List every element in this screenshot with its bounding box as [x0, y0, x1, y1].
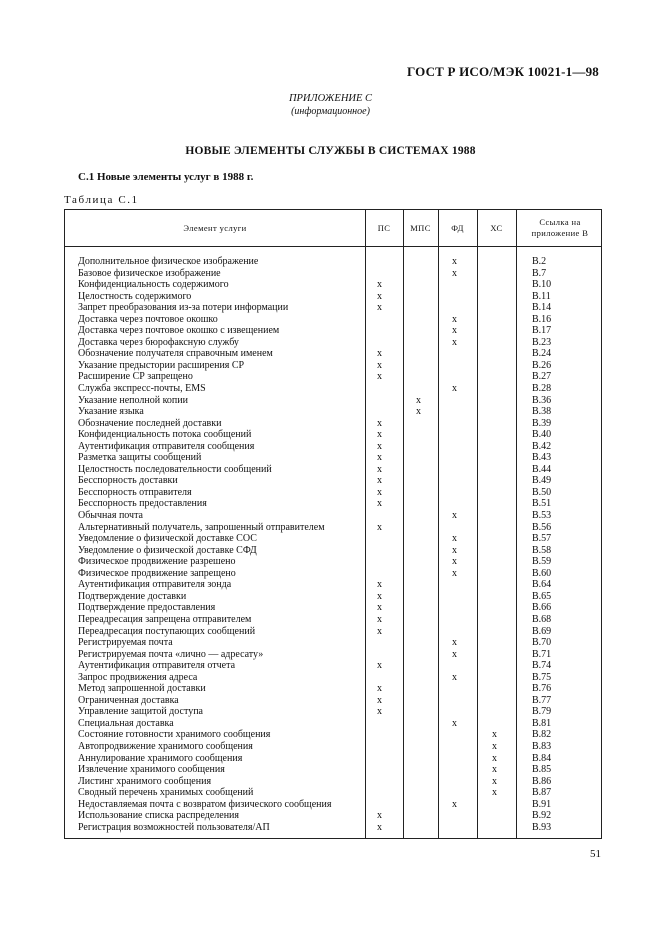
cell-xs: x: [492, 775, 497, 787]
cell-element: Конфиденциальность содержимого: [78, 279, 229, 291]
document-standard-header: ГОСТ Р ИСО/МЭК 10021-1—98: [406, 64, 599, 79]
header-divider: [65, 246, 601, 247]
header-xs: ХС: [490, 222, 503, 233]
cell-ref: B.26: [532, 359, 552, 371]
cell-fd: x: [452, 325, 457, 337]
cell-xs: x: [492, 764, 497, 776]
cell-ref: B.69: [532, 625, 552, 637]
table-row: [65, 383, 603, 395]
table-row: [65, 602, 603, 614]
cell-element: Указание предыстории расширения СР: [78, 359, 245, 371]
cell-fd: x: [452, 510, 457, 522]
header-element: Элемент услуги: [183, 222, 247, 233]
cell-element: Регистрация возможностей пользователя/АП: [78, 821, 270, 833]
cell-ps: x: [377, 810, 382, 822]
cell-element: Переадресация поступающих сообщений: [78, 625, 256, 637]
table-row: [65, 672, 603, 684]
cell-ref: B.11: [532, 290, 551, 302]
cell-element: Листинг хранимого сообщения: [78, 775, 212, 787]
table-caption: Таблица С.1: [64, 194, 139, 206]
cell-xs: x: [492, 752, 497, 764]
table-row: [65, 637, 603, 649]
cell-element: Подтверждение предоставления: [78, 602, 216, 614]
table-row: [65, 579, 603, 591]
cell-element: Извлечение хранимого сообщения: [78, 764, 225, 776]
cell-ref: B.2: [532, 256, 547, 267]
table-row: [65, 614, 603, 626]
cell-ref: B.38: [532, 406, 552, 418]
table-row: [65, 533, 603, 545]
cell-fd: x: [452, 336, 457, 348]
cell-fd: x: [452, 267, 457, 279]
cell-element: Базовое физическое изображение: [78, 267, 221, 279]
table-row: [65, 498, 603, 510]
cell-element: Дополнительное физическое изображение: [78, 256, 259, 267]
cell-ref: B.65: [532, 590, 552, 602]
cell-element: Служба экспресс-почты, EMS: [78, 383, 206, 395]
cell-element: Специальная доставка: [78, 717, 174, 729]
cell-ps: x: [377, 463, 382, 475]
cell-ps: x: [377, 521, 382, 533]
cell-ref: B.66: [532, 602, 552, 614]
cell-ps: x: [377, 290, 382, 302]
cell-element: Целостность содержимого: [78, 290, 192, 302]
cell-ref: B.87: [532, 787, 552, 799]
cell-ref: B.83: [532, 740, 552, 752]
table-row: [65, 441, 603, 453]
cell-ref: B.68: [532, 613, 552, 625]
cell-ps: x: [377, 821, 382, 833]
cell-ps: x: [377, 429, 382, 441]
cell-ref: B.84: [532, 752, 552, 764]
cell-ref: B.16: [532, 313, 552, 325]
cell-ps: x: [377, 475, 382, 487]
table-row: [65, 822, 603, 834]
cell-ref: B.53: [532, 510, 552, 522]
table-row: [65, 348, 603, 360]
cell-mps: x: [416, 394, 421, 406]
cell-element: Целостность последовательности сообщений: [78, 463, 272, 475]
cell-element: Уведомление о физической доставке СФД: [78, 544, 257, 556]
cell-ref: B.59: [532, 556, 552, 568]
cell-ref: B.60: [532, 567, 552, 579]
table-row: [65, 729, 603, 741]
cell-xs: x: [492, 729, 497, 741]
cell-ref: B.51: [532, 498, 552, 510]
cell-fd: x: [452, 798, 457, 810]
table-row: [65, 660, 603, 672]
cell-ref: B.39: [532, 417, 552, 429]
table-row: [65, 337, 603, 349]
cell-ref: B.27: [532, 371, 552, 383]
cell-element: Уведомление о физической доставке СОС: [78, 533, 257, 545]
table-row: [65, 371, 603, 383]
cell-element: Недоставляемая почта с возвратом физического сообщения: [78, 798, 332, 810]
table-row: [65, 464, 603, 476]
cell-ps: x: [377, 590, 382, 602]
cell-ref: B.14: [532, 302, 552, 314]
cell-ref: B.42: [532, 440, 552, 452]
table-row: [65, 683, 603, 695]
cell-element: Регистрируемая почта: [78, 637, 173, 649]
cell-element: Доставка через почтовое окошко: [78, 313, 218, 325]
cell-ps: x: [377, 694, 382, 706]
cell-element: Обычная почта: [78, 510, 143, 522]
cell-element: Автопродвижение хранимого сообщения: [78, 740, 253, 752]
cell-element: Бесспорность доставки: [78, 475, 178, 487]
cell-fd: x: [452, 567, 457, 579]
cell-ref: B.77: [532, 694, 552, 706]
cell-element: Регистрируемая почта «лично — адресату»: [78, 648, 264, 660]
table-row: [65, 649, 603, 661]
cell-element: Аутентификация отправителя сообщения: [78, 440, 255, 452]
cell-ref: B.85: [532, 764, 552, 776]
cell-fd: x: [452, 256, 457, 267]
cell-element: Состояние готовности хранимого сообщения: [78, 729, 271, 741]
cell-element: Аннулирование хранимого сообщения: [78, 752, 243, 764]
cell-element: Подтверждение доставки: [78, 590, 187, 602]
table-row: [65, 279, 603, 291]
table-row: [65, 753, 603, 765]
subsection-title: С.1 Новые элементы услуг в 1988 г.: [78, 171, 254, 183]
table-row: [65, 291, 603, 303]
table-row: [65, 764, 603, 776]
table-row: [65, 556, 603, 568]
header-ref: Ссылка на приложение В: [531, 217, 589, 238]
cell-element: Аутентификация отправителя отчета: [78, 660, 236, 672]
cell-xs: x: [492, 740, 497, 752]
table-row: [65, 626, 603, 638]
table-row: [65, 406, 603, 418]
cell-fd: x: [452, 533, 457, 545]
cell-fd: x: [452, 544, 457, 556]
table-row: [65, 302, 603, 314]
table-row: [65, 418, 603, 430]
appendix-title: ПРИЛОЖЕНИЕ С: [288, 93, 373, 104]
cell-ref: B.64: [532, 579, 552, 591]
cell-ps: x: [377, 359, 382, 371]
table-row: [65, 799, 603, 811]
cell-ref: B.91: [532, 798, 552, 810]
cell-fd: x: [452, 556, 457, 568]
table-row: [65, 787, 603, 799]
cell-ps: x: [377, 440, 382, 452]
cell-fd: x: [452, 717, 457, 729]
cell-fd: x: [452, 313, 457, 325]
table-row: [65, 314, 603, 326]
cell-ps: x: [377, 452, 382, 464]
cell-element: Физическое продвижение разрешено: [78, 556, 236, 568]
cell-ref: B.40: [532, 429, 552, 441]
cell-ref: B.75: [532, 671, 552, 683]
cell-ref: B.10: [532, 279, 552, 291]
cell-element: Указание неполной копии: [78, 394, 188, 406]
cell-element: Бесспорность предоставления: [78, 498, 207, 510]
header-fd: ФД: [451, 222, 464, 233]
table-row: [65, 522, 603, 534]
cell-element: Переадресация запрещена отправителем: [78, 613, 252, 625]
table-row: [65, 545, 603, 557]
table-row: [65, 429, 603, 441]
cell-element: Расширение СР запрещено: [78, 371, 193, 383]
cell-ps: x: [377, 683, 382, 695]
table-row: [65, 706, 603, 718]
cell-ref: B.28: [532, 383, 552, 395]
cell-ref: B.17: [532, 325, 552, 337]
table-row: [65, 591, 603, 603]
cell-ref: B.56: [532, 521, 552, 533]
cell-element: Обозначение последней доставки: [78, 417, 222, 429]
cell-ps: x: [377, 625, 382, 637]
cell-element: Указание языка: [78, 406, 144, 418]
cell-fd: x: [452, 383, 457, 395]
cell-xs: x: [492, 787, 497, 799]
cell-ref: B.7: [532, 267, 547, 279]
header-mps: МПС: [410, 222, 431, 233]
table-row: [65, 395, 603, 407]
cell-ps: x: [377, 660, 382, 672]
cell-ref: B.50: [532, 486, 552, 498]
table-row: [65, 452, 603, 464]
cell-element: Разметка защиты сообщений: [78, 452, 202, 464]
cell-ref: B.86: [532, 775, 552, 787]
cell-ref: B.79: [532, 706, 552, 718]
cell-ref: B.49: [532, 475, 552, 487]
table-row: [65, 360, 603, 372]
cell-ref: B.76: [532, 683, 552, 695]
cell-element: Метод запрошенной доставки: [78, 683, 206, 695]
table-row: [65, 256, 603, 268]
appendix-subtitle: (информационное): [291, 106, 370, 117]
cell-ref: B.43: [532, 452, 552, 464]
cell-ref: B.92: [532, 810, 552, 822]
cell-ref: B.70: [532, 637, 552, 649]
cell-element: Запрет преобразования из-за потери информации: [78, 302, 289, 314]
cell-element: Альтернативный получатель, запрошенный отправителем: [78, 521, 325, 533]
cell-ref: B.36: [532, 394, 552, 406]
cell-ref: B.24: [532, 348, 552, 360]
cell-element: Сводный перечень хранимых сообщений: [78, 787, 254, 799]
cell-ref: B.81: [532, 717, 552, 729]
cell-ps: x: [377, 706, 382, 718]
table-body: [65, 256, 603, 833]
header-ps: ПС: [377, 222, 391, 233]
cell-ps: x: [377, 579, 382, 591]
cell-ref: B.71: [532, 648, 552, 660]
cell-ps: x: [377, 486, 382, 498]
cell-ref: B.82: [532, 729, 552, 741]
cell-element: Использование списка распределения: [78, 810, 240, 822]
cell-ps: x: [377, 371, 382, 383]
table-row: [65, 325, 603, 337]
cell-element: Физическое продвижение запрещено: [78, 567, 236, 579]
table-row: [65, 718, 603, 730]
cell-element: Запрос продвижения адреса: [78, 671, 198, 683]
cell-ref: B.57: [532, 533, 552, 545]
cell-mps: x: [416, 406, 421, 418]
table-row: [65, 695, 603, 707]
cell-ps: x: [377, 279, 382, 291]
table-row: [65, 741, 603, 753]
cell-element: Конфиденциальность потока сообщений: [78, 429, 252, 441]
cell-fd: x: [452, 648, 457, 660]
cell-ref: B.93: [532, 821, 552, 833]
cell-ps: x: [377, 613, 382, 625]
table-row: [65, 268, 603, 280]
cell-ps: x: [377, 417, 382, 429]
cell-element: Доставка через бюрофаксную службу: [78, 336, 239, 348]
cell-element: Бесспорность отправителя: [78, 486, 192, 498]
cell-element: Ограниченная доставка: [78, 694, 179, 706]
cell-element: Управление защитой доступа: [78, 706, 203, 718]
table-row: [65, 568, 603, 580]
cell-ps: x: [377, 348, 382, 360]
table-row: [65, 510, 603, 522]
table-row: [65, 475, 603, 487]
table-row: [65, 776, 603, 788]
table-row: [65, 487, 603, 499]
cell-fd: x: [452, 637, 457, 649]
cell-ps: x: [377, 498, 382, 510]
cell-ref: B.44: [532, 463, 552, 475]
cell-ref: B.74: [532, 660, 552, 672]
cell-element: Аутентификация отправителя зонда: [78, 579, 232, 591]
cell-ps: x: [377, 302, 382, 314]
page-number: 51: [590, 848, 601, 860]
cell-ps: x: [377, 602, 382, 614]
cell-ref: B.23: [532, 336, 552, 348]
cell-element: Доставка через почтовое окошко с извещением: [78, 325, 280, 337]
table-row: [65, 810, 603, 822]
section-title: НОВЫЕ ЭЛЕМЕНТЫ СЛУЖБЫ В СИСТЕМАХ 1988: [185, 145, 476, 157]
cell-fd: x: [452, 671, 457, 683]
cell-ref: B.58: [532, 544, 552, 556]
service-elements-table: [64, 209, 602, 839]
cell-element: Обозначение получателя справочным именем: [78, 348, 273, 360]
